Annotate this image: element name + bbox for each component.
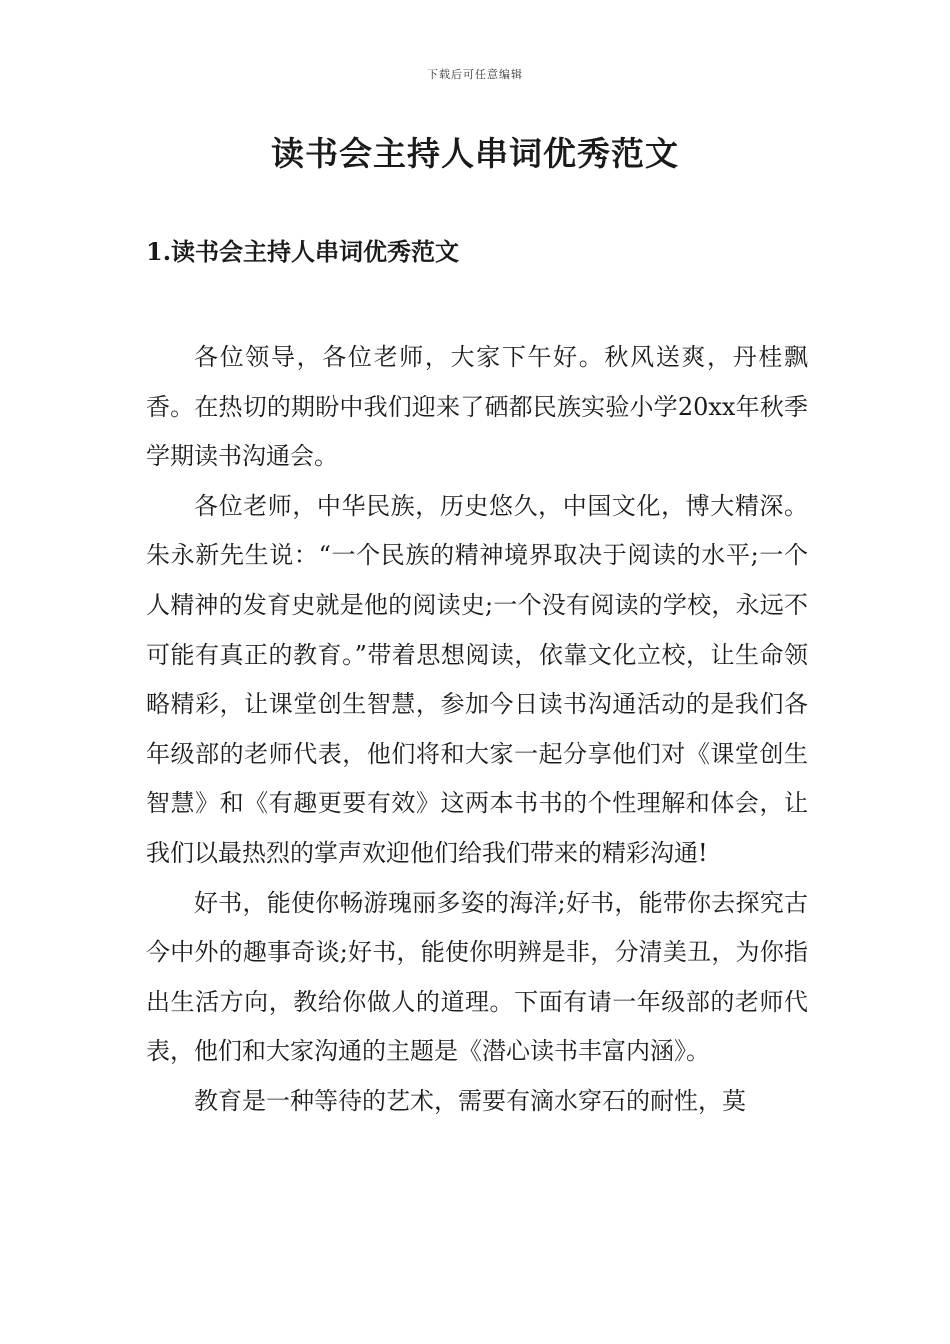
paragraph: 好书，能使你畅游瑰丽多姿的海洋;好书，能带你去探究古今中外的趣事奇谈;好书，能使你明辨是非，分清美丑，为你指出生活方向，教给你做人的道理。下面有请一年级部的老师代表，他们和大家沟通的主题是《潜心读书丰富内涵》。 (146, 888, 808, 1066)
header-note: 下载后可任意编辑 (427, 68, 523, 81)
document-body (146, 333, 808, 1127)
document-title: 读书会主持人串词优秀范文 (271, 134, 679, 173)
paragraph: 各位老师，中华民族，历史悠久，中国文化，博大精深。朱永新先生说：“一个民族的精神境界取决于阅读的水平;一个人精神的发育史就是他的阅读史;一个没有阅读的学校，永远不可能有真正的教育。”带着思想阅读，依靠文化立校，让生命领略精彩，让课堂创生智慧，参加今日读书沟通活动的是我们各年级部的老师代表，他们将和大家一起分享他们对《课堂创生智慧》和《有趣更要有效》这两本书书的个性理解和体会，让我们以最热烈的掌声欢迎他们给我们带来的精彩沟通! (146, 491, 808, 867)
paragraph: 各位领导，各位老师，大家下午好。秋风送爽，丹桂飘香。在热切的期盼中我们迎来了硒都民族实验小学20xx年秋季学期读书沟通会。 (146, 343, 808, 471)
section-heading: 1.读书会主持人串词优秀范文 (146, 237, 460, 266)
paragraph: 教育是一种等待的艺术，需要有滴水穿石的耐性，莫 (194, 1086, 746, 1115)
